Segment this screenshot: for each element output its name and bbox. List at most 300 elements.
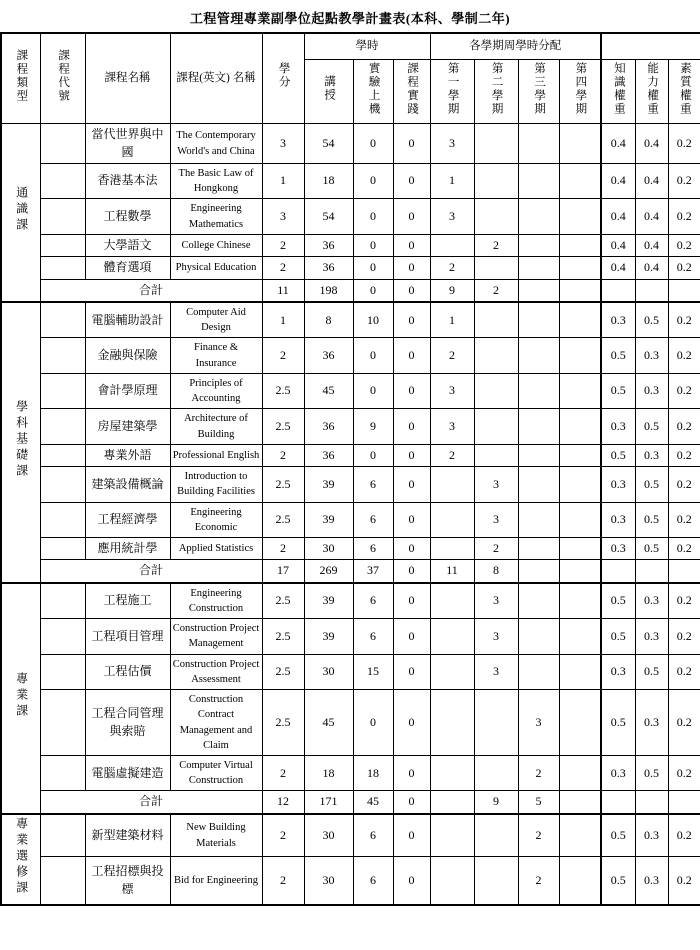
quality-weight-cell: 0.2 <box>668 409 700 444</box>
credits-cell: 1 <box>262 302 304 338</box>
header-quality-weight-label: 素質權重 <box>678 61 691 116</box>
course-name-cell: 專業外語 <box>85 444 170 466</box>
course-code-cell <box>40 538 85 560</box>
knowledge-weight-cell: 0.4 <box>601 163 635 198</box>
subtotal-lab-cell: 37 <box>353 560 393 583</box>
course-name-en-cell: New Building Materials <box>170 814 262 857</box>
quality-weight-cell: 0.2 <box>668 690 700 756</box>
header-lecture-hours-label: 講授 <box>323 75 336 102</box>
lecture-hours-cell: 36 <box>304 444 353 466</box>
course-row <box>1 373 700 408</box>
semester-3-cell <box>518 199 559 234</box>
credits-cell: 2 <box>262 814 304 857</box>
ability-weight-cell: 0.3 <box>635 444 668 466</box>
course-name-en-cell: Computer Virtual Construction <box>170 755 262 790</box>
subtotal-semester-1-cell: 11 <box>430 560 474 583</box>
lecture-hours-cell: 30 <box>304 857 353 905</box>
semester-4-cell <box>559 338 601 373</box>
course-code-cell <box>40 199 85 234</box>
subtotal-lecture-cell: 269 <box>304 560 353 583</box>
practice-hours-cell: 0 <box>393 199 430 234</box>
course-name-cell: 房屋建築學 <box>85 409 170 444</box>
course-type-cell <box>1 583 40 814</box>
subtotal-semester-1-cell: 9 <box>430 279 474 302</box>
course-name-cell: 工程施工 <box>85 583 170 619</box>
semester-2-cell <box>474 755 518 790</box>
ability-weight-cell: 0.3 <box>635 338 668 373</box>
semester-3-cell <box>518 338 559 373</box>
course-type-cell <box>1 814 40 905</box>
semester-1-cell <box>430 857 474 905</box>
semester-2-cell <box>474 444 518 466</box>
course-name-en-cell: Engineering Mathematics <box>170 199 262 234</box>
quality-weight-cell: 0.2 <box>668 583 700 619</box>
semester-4-cell <box>559 502 601 537</box>
subtotal-ability-weight-cell <box>635 279 668 302</box>
ability-weight-cell: 0.5 <box>635 502 668 537</box>
semester-2-cell <box>474 814 518 857</box>
quality-weight-cell: 0.2 <box>668 467 700 502</box>
lab-hours-cell: 0 <box>353 199 393 234</box>
header-credits-label: 學分 <box>277 62 290 90</box>
knowledge-weight-cell: 0.4 <box>601 199 635 234</box>
lecture-hours-cell: 30 <box>304 538 353 560</box>
semester-3-cell <box>518 538 559 560</box>
knowledge-weight-cell: 0.3 <box>601 502 635 537</box>
subtotal-label-cell: 合計 <box>40 791 262 814</box>
practice-hours-cell: 0 <box>393 654 430 689</box>
ability-weight-cell: 0.5 <box>635 654 668 689</box>
semester-3-cell <box>518 583 559 619</box>
credits-cell: 2.5 <box>262 583 304 619</box>
course-code-cell <box>40 373 85 408</box>
semester-3-cell <box>518 619 559 654</box>
knowledge-weight-cell: 0.3 <box>601 409 635 444</box>
quality-weight-cell: 0.2 <box>668 257 700 279</box>
course-name-en-cell: Engineering Construction <box>170 583 262 619</box>
course-name-en-cell: Engineering Economic <box>170 502 262 537</box>
course-name-en-cell: Principles of Accounting <box>170 373 262 408</box>
course-name-en-cell: Introduction to Building Facilities <box>170 467 262 502</box>
course-name-cell: 應用統計學 <box>85 538 170 560</box>
quality-weight-cell: 0.2 <box>668 302 700 338</box>
lecture-hours-cell: 30 <box>304 814 353 857</box>
course-name-en-cell: Construction Contract Management and Claim <box>170 690 262 756</box>
knowledge-weight-cell: 0.4 <box>601 124 635 164</box>
course-type-cell <box>1 124 40 302</box>
lecture-hours-cell: 30 <box>304 654 353 689</box>
course-code-cell <box>40 583 85 619</box>
semester-3-cell <box>518 467 559 502</box>
knowledge-weight-cell: 0.3 <box>601 654 635 689</box>
lecture-hours-cell: 45 <box>304 690 353 756</box>
course-row <box>1 302 700 338</box>
semester-4-cell <box>559 163 601 198</box>
credits-cell: 2 <box>262 234 304 256</box>
semester-2-cell <box>474 409 518 444</box>
semester-1-cell <box>430 619 474 654</box>
lab-hours-cell: 18 <box>353 755 393 790</box>
course-name-cell: 會計學原理 <box>85 373 170 408</box>
lecture-hours-cell: 8 <box>304 302 353 338</box>
subtotal-lab-cell: 45 <box>353 791 393 814</box>
semester-2-cell <box>474 163 518 198</box>
course-row <box>1 124 700 164</box>
credits-cell: 2.5 <box>262 409 304 444</box>
course-code-cell <box>40 444 85 466</box>
course-row <box>1 583 700 619</box>
lab-hours-cell: 0 <box>353 234 393 256</box>
semester-1-cell <box>430 690 474 756</box>
credits-cell: 1 <box>262 163 304 198</box>
course-name-cell: 金融與保險 <box>85 338 170 373</box>
semester-2-cell <box>474 338 518 373</box>
practice-hours-cell: 0 <box>393 619 430 654</box>
semester-3-cell <box>518 502 559 537</box>
semester-4-cell <box>559 302 601 338</box>
credits-cell: 3 <box>262 124 304 164</box>
ability-weight-cell: 0.3 <box>635 373 668 408</box>
practice-hours-cell: 0 <box>393 163 430 198</box>
knowledge-weight-cell: 0.3 <box>601 538 635 560</box>
semester-3-cell <box>518 163 559 198</box>
subtotal-label-cell: 合計 <box>40 560 262 583</box>
subtotal-semester-3-cell <box>518 560 559 583</box>
semester-2-cell: 3 <box>474 619 518 654</box>
semester-1-cell <box>430 654 474 689</box>
credits-cell: 2.5 <box>262 502 304 537</box>
course-code-cell <box>40 814 85 857</box>
course-code-cell <box>40 302 85 338</box>
credits-cell: 2 <box>262 538 304 560</box>
lab-hours-cell: 0 <box>353 124 393 164</box>
subtotal-semester-2-cell: 2 <box>474 279 518 302</box>
course-row <box>1 814 700 857</box>
knowledge-weight-cell: 0.5 <box>601 690 635 756</box>
semester-4-cell <box>559 409 601 444</box>
semester-4-cell <box>559 467 601 502</box>
semester-3-cell <box>518 444 559 466</box>
semester-1-cell: 3 <box>430 199 474 234</box>
course-row <box>1 444 700 466</box>
semester-2-cell <box>474 857 518 905</box>
practice-hours-cell: 0 <box>393 124 430 164</box>
lecture-hours-cell: 36 <box>304 234 353 256</box>
course-row <box>1 257 700 279</box>
course-type-label: 專業選修課 <box>14 816 29 897</box>
semester-2-cell: 3 <box>474 467 518 502</box>
semester-3-cell <box>518 124 559 164</box>
credits-cell: 2.5 <box>262 690 304 756</box>
header-semester-2-label: 第二學期 <box>490 61 503 116</box>
header-practice-hours <box>393 59 430 124</box>
knowledge-weight-cell: 0.3 <box>601 755 635 790</box>
semester-4-cell <box>559 654 601 689</box>
header-semester-1 <box>430 59 474 124</box>
semester-4-cell <box>559 124 601 164</box>
header-lab-hours-label: 實驗上機 <box>367 61 380 116</box>
header-ability-weight <box>635 59 668 124</box>
quality-weight-cell: 0.2 <box>668 654 700 689</box>
semester-4-cell <box>559 814 601 857</box>
subtotal-semester-1-cell <box>430 791 474 814</box>
subtotal-semester-2-cell: 8 <box>474 560 518 583</box>
course-type-label: 通識課 <box>14 185 29 234</box>
subtotal-credits-cell: 12 <box>262 791 304 814</box>
lecture-hours-cell: 39 <box>304 467 353 502</box>
header-knowledge-weight-label: 知識權重 <box>612 61 625 116</box>
subtotal-lab-cell: 0 <box>353 279 393 302</box>
semester-2-cell <box>474 690 518 756</box>
course-name-en-cell: College Chinese <box>170 234 262 256</box>
semester-1-cell: 1 <box>430 163 474 198</box>
knowledge-weight-cell: 0.5 <box>601 857 635 905</box>
semester-1-cell: 3 <box>430 373 474 408</box>
ability-weight-cell: 0.5 <box>635 755 668 790</box>
practice-hours-cell: 0 <box>393 234 430 256</box>
header-course-name: 課程名稱 <box>85 33 170 124</box>
subtotal-knowledge-weight-cell <box>601 560 635 583</box>
semester-4-cell <box>559 234 601 256</box>
practice-hours-cell: 0 <box>393 755 430 790</box>
quality-weight-cell: 0.2 <box>668 857 700 905</box>
course-code-cell <box>40 338 85 373</box>
practice-hours-cell: 0 <box>393 538 430 560</box>
lab-hours-cell: 0 <box>353 444 393 466</box>
course-code-cell <box>40 234 85 256</box>
header-semester-3-label: 第三學期 <box>533 61 546 116</box>
lab-hours-cell: 0 <box>353 373 393 408</box>
subtotal-semester-4-cell <box>559 560 601 583</box>
practice-hours-cell: 0 <box>393 690 430 756</box>
semester-1-cell <box>430 583 474 619</box>
semester-4-cell <box>559 690 601 756</box>
knowledge-weight-cell: 0.5 <box>601 583 635 619</box>
semester-3-cell <box>518 409 559 444</box>
course-name-cell: 新型建築材料 <box>85 814 170 857</box>
course-row <box>1 755 700 790</box>
course-name-en-cell: Professional English <box>170 444 262 466</box>
practice-hours-cell: 0 <box>393 444 430 466</box>
semester-2-cell: 2 <box>474 538 518 560</box>
lab-hours-cell: 0 <box>353 338 393 373</box>
subtotal-credits-cell: 11 <box>262 279 304 302</box>
semester-3-cell <box>518 654 559 689</box>
lecture-hours-cell: 39 <box>304 619 353 654</box>
semester-1-cell: 1 <box>430 302 474 338</box>
knowledge-weight-cell: 0.4 <box>601 234 635 256</box>
header-knowledge-weight <box>601 59 635 124</box>
header-weights-group-empty <box>601 33 700 59</box>
header-course-code <box>40 33 85 124</box>
header-hours-group: 學時 <box>304 33 430 59</box>
subtotal-semester-4-cell <box>559 791 601 814</box>
credits-cell: 2.5 <box>262 619 304 654</box>
lecture-hours-cell: 39 <box>304 502 353 537</box>
credits-cell: 2.5 <box>262 467 304 502</box>
course-name-en-cell: The Contemporary World's and China <box>170 124 262 164</box>
course-code-cell <box>40 755 85 790</box>
table-body <box>1 124 700 906</box>
lab-hours-cell: 9 <box>353 409 393 444</box>
lab-hours-cell: 6 <box>353 857 393 905</box>
practice-hours-cell: 0 <box>393 409 430 444</box>
course-name-cell: 工程招標與投標 <box>85 857 170 905</box>
header-course-code-label: 課程代號 <box>57 48 70 103</box>
credits-cell: 2 <box>262 338 304 373</box>
lecture-hours-cell: 36 <box>304 257 353 279</box>
lecture-hours-cell: 36 <box>304 338 353 373</box>
teaching-plan-table <box>0 32 700 906</box>
credits-cell: 2.5 <box>262 373 304 408</box>
course-name-cell: 工程合同管理與索賠 <box>85 690 170 756</box>
course-code-cell <box>40 124 85 164</box>
practice-hours-cell: 0 <box>393 373 430 408</box>
semester-2-cell <box>474 373 518 408</box>
course-name-en-cell: Construction Project Management <box>170 619 262 654</box>
course-name-en-cell: Applied Statistics <box>170 538 262 560</box>
practice-hours-cell: 0 <box>393 302 430 338</box>
quality-weight-cell: 0.2 <box>668 444 700 466</box>
course-name-cell: 香港基本法 <box>85 163 170 198</box>
ability-weight-cell: 0.4 <box>635 163 668 198</box>
subtotal-semester-4-cell <box>559 279 601 302</box>
course-name-cell: 工程經濟學 <box>85 502 170 537</box>
knowledge-weight-cell: 0.4 <box>601 257 635 279</box>
course-name-cell: 工程項目管理 <box>85 619 170 654</box>
subtotal-credits-cell: 17 <box>262 560 304 583</box>
course-name-cell: 當代世界與中國 <box>85 124 170 164</box>
knowledge-weight-cell: 0.5 <box>601 444 635 466</box>
course-row <box>1 467 700 502</box>
course-code-cell <box>40 467 85 502</box>
semester-4-cell <box>559 199 601 234</box>
lab-hours-cell: 10 <box>353 302 393 338</box>
semester-3-cell: 2 <box>518 755 559 790</box>
credits-cell: 2 <box>262 857 304 905</box>
ability-weight-cell: 0.3 <box>635 583 668 619</box>
lab-hours-cell: 6 <box>353 583 393 619</box>
semester-2-cell <box>474 199 518 234</box>
knowledge-weight-cell: 0.5 <box>601 814 635 857</box>
subtotal-row <box>1 279 700 302</box>
subtotal-quality-weight-cell <box>668 279 700 302</box>
subtotal-quality-weight-cell <box>668 560 700 583</box>
course-row <box>1 234 700 256</box>
header-lecture-hours <box>304 59 353 124</box>
subtotal-row <box>1 560 700 583</box>
semester-3-cell <box>518 257 559 279</box>
lab-hours-cell: 0 <box>353 163 393 198</box>
semester-2-cell: 3 <box>474 502 518 537</box>
knowledge-weight-cell: 0.5 <box>601 338 635 373</box>
course-name-en-cell: The Basic Law of Hongkong <box>170 163 262 198</box>
course-code-cell <box>40 409 85 444</box>
semester-3-cell: 2 <box>518 857 559 905</box>
subtotal-semester-3-cell: 5 <box>518 791 559 814</box>
credits-cell: 2 <box>262 755 304 790</box>
semester-4-cell <box>559 538 601 560</box>
ability-weight-cell: 0.5 <box>635 467 668 502</box>
semester-4-cell <box>559 755 601 790</box>
ability-weight-cell: 0.3 <box>635 619 668 654</box>
course-code-cell <box>40 257 85 279</box>
header-course-type <box>1 33 40 124</box>
semester-2-cell: 3 <box>474 654 518 689</box>
quality-weight-cell: 0.2 <box>668 163 700 198</box>
course-code-cell <box>40 654 85 689</box>
semester-1-cell <box>430 755 474 790</box>
subtotal-practice-cell: 0 <box>393 279 430 302</box>
semester-4-cell <box>559 583 601 619</box>
header-semester-1-label: 第一學期 <box>446 61 459 116</box>
course-row <box>1 338 700 373</box>
practice-hours-cell: 0 <box>393 814 430 857</box>
course-name-cell: 建築設備概論 <box>85 467 170 502</box>
subtotal-practice-cell: 0 <box>393 560 430 583</box>
header-practice-hours-label: 課程實踐 <box>406 61 419 116</box>
subtotal-knowledge-weight-cell <box>601 791 635 814</box>
quality-weight-cell: 0.2 <box>668 502 700 537</box>
lab-hours-cell: 0 <box>353 690 393 756</box>
course-name-cell: 大學語文 <box>85 234 170 256</box>
semester-1-cell: 2 <box>430 338 474 373</box>
lecture-hours-cell: 18 <box>304 163 353 198</box>
subtotal-lecture-cell: 198 <box>304 279 353 302</box>
course-name-cell: 電腦輔助設計 <box>85 302 170 338</box>
ability-weight-cell: 0.3 <box>635 690 668 756</box>
lecture-hours-cell: 45 <box>304 373 353 408</box>
semester-4-cell <box>559 619 601 654</box>
practice-hours-cell: 0 <box>393 338 430 373</box>
course-name-cell: 體育選項 <box>85 257 170 279</box>
semester-1-cell <box>430 538 474 560</box>
semester-1-cell <box>430 467 474 502</box>
lab-hours-cell: 6 <box>353 467 393 502</box>
course-name-en-cell: Computer Aid Design <box>170 302 262 338</box>
semester-1-cell <box>430 502 474 537</box>
course-row <box>1 502 700 537</box>
practice-hours-cell: 0 <box>393 467 430 502</box>
quality-weight-cell: 0.2 <box>668 538 700 560</box>
header-course-name-en: 課程(英文) 名稱 <box>170 33 262 124</box>
semester-2-cell <box>474 257 518 279</box>
quality-weight-cell: 0.2 <box>668 234 700 256</box>
course-row <box>1 199 700 234</box>
course-row <box>1 857 700 905</box>
quality-weight-cell: 0.2 <box>668 755 700 790</box>
lecture-hours-cell: 36 <box>304 409 353 444</box>
course-name-en-cell: Construction Project Assessment <box>170 654 262 689</box>
course-name-en-cell: Finance & Insurance <box>170 338 262 373</box>
ability-weight-cell: 0.5 <box>635 538 668 560</box>
lab-hours-cell: 6 <box>353 502 393 537</box>
ability-weight-cell: 0.5 <box>635 302 668 338</box>
ability-weight-cell: 0.3 <box>635 857 668 905</box>
semester-1-cell <box>430 234 474 256</box>
ability-weight-cell: 0.4 <box>635 124 668 164</box>
course-code-cell <box>40 619 85 654</box>
header-quality-weight <box>668 59 700 124</box>
knowledge-weight-cell: 0.3 <box>601 302 635 338</box>
credits-cell: 2 <box>262 257 304 279</box>
lecture-hours-cell: 54 <box>304 124 353 164</box>
semester-2-cell <box>474 302 518 338</box>
quality-weight-cell: 0.2 <box>668 619 700 654</box>
ability-weight-cell: 0.5 <box>635 409 668 444</box>
subtotal-semester-2-cell: 9 <box>474 791 518 814</box>
subtotal-knowledge-weight-cell <box>601 279 635 302</box>
